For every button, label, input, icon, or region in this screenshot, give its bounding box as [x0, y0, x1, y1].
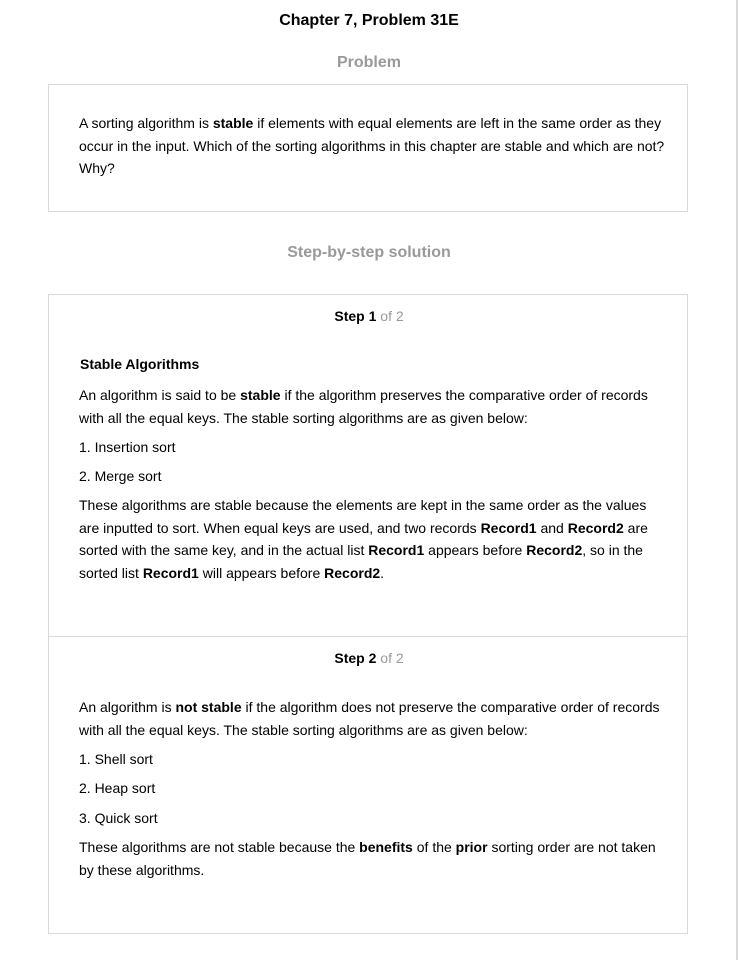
problem-text: A sorting algorithm is stable if elements with equal elements are left in the same order as they occur in the input. Which of the sorting algorithms in this chapter are stable and which are not? Why? — [79, 115, 665, 176]
step-1-paragraph-2: These algorithms are stable because the elements are kept in the same order as the values are inputted to sort. When equal keys are used, and two records Record1 and Record2 are sorted with the same key, and in the actual list Record1 appears before Record2, so in the sorted list Record1 will appears before Record2. — [79, 497, 648, 581]
step-2-paragraph-1: An algorithm is not stable if the algorithm does not preserve the comparative order of records with all the equal keys. The stable sorting algorithms are as given below: — [79, 699, 660, 738]
step-2-list-item: 3. Quick sort — [79, 810, 158, 826]
step-2-paragraph-2: These algorithms are not stable because the benefits of the prior sorting order are not taken by these algorithms. — [79, 839, 656, 878]
step-1-list-item: 1. Insertion sort — [79, 439, 176, 455]
solution-heading: Step-by-step solution — [287, 244, 451, 261]
step-1-subheading: Stable Algorithms — [80, 356, 200, 372]
step-1-list-item: 2. Merge sort — [79, 468, 162, 484]
step-1-paragraph-1: An algorithm is said to be stable if the algorithm preserves the comparative order of records with all the equal keys. The stable sorting algorithms are as given below: — [79, 387, 648, 426]
problem-heading: Problem — [336, 54, 401, 71]
step-divider — [48, 636, 688, 637]
step-1-label: Step 1 of 2 — [334, 308, 404, 324]
page-title: Chapter 7, Problem 31E — [279, 12, 459, 29]
step-2-list-item: 2. Heap sort — [79, 780, 156, 796]
step-2-label: Step 2 of 2 — [334, 650, 404, 666]
step-2-list-item: 1. Shell sort — [79, 751, 153, 767]
